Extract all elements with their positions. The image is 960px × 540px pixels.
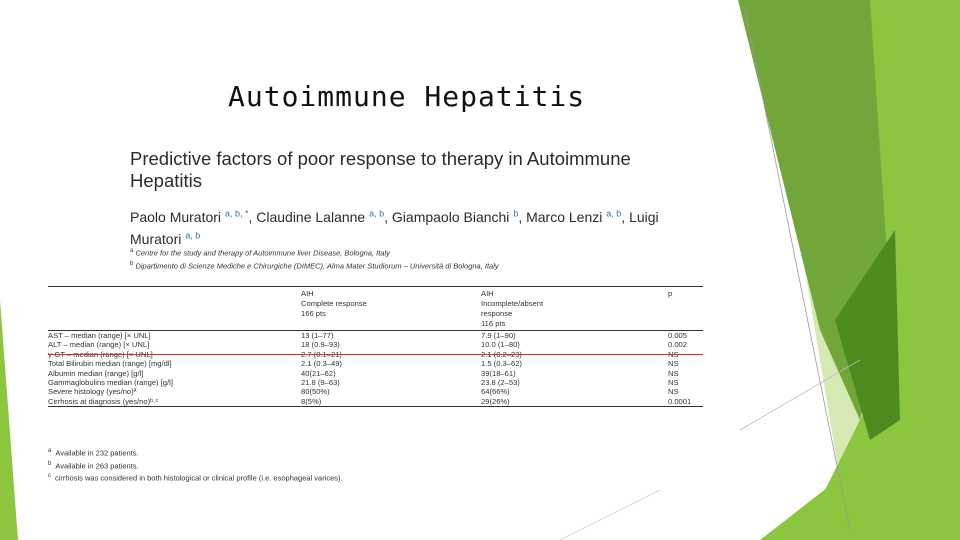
header-cell-label [48, 287, 301, 331]
footnote-item: $^c$ cirrhosis was considered in both histological or clinical profile (i.e. esophageal varices). [48, 473, 343, 483]
cell-p: 0.005 [668, 331, 688, 340]
row-label: ALT – median (range) [× UNL] [48, 340, 150, 350]
row-label: γ-GT – median (range) [× UNL] [48, 349, 153, 359]
affiliation-item: $^b$ Dipartimento di Scienze Mediche e Chirurgiche (DIMEC), Alma Mater Studiorum – Università di Bologna, Italy [130, 260, 499, 270]
author-name: Luigi Muratori [130, 208, 659, 248]
table-row [48, 359, 703, 368]
results-table [48, 286, 703, 407]
row-label: Cirrhosis at diagnosis (yes/no)ᵇ·ᶜ [48, 397, 301, 407]
author-name: Paolo Muratori [130, 208, 222, 225]
author-name: Giampaolo Bianchi [391, 208, 510, 225]
cell-p: 0.0001 [668, 397, 703, 407]
table-footnotes [48, 446, 648, 484]
table-row [48, 378, 703, 387]
row-label: Severe histology (yes/no)ª [48, 387, 137, 397]
table-row [48, 340, 703, 349]
header-cell-complete: AIH Complete response 166 pts [301, 287, 481, 331]
author-2 [256, 209, 392, 225]
cell-incomplete: 29(26%) [481, 397, 668, 407]
cell-complete: 21.8 (9–63) [301, 378, 340, 388]
cell-p: 0.002 [668, 340, 688, 350]
cell-p: NS [668, 349, 679, 359]
author-4 [526, 209, 629, 225]
author-affiliation-mark: b [513, 208, 519, 218]
header-cell-incomplete: AIH Incomplete/absent response 116 pts [481, 287, 668, 331]
author-list [130, 204, 690, 249]
cell-complete: 13 (1–77) [301, 331, 334, 340]
author-separator: , [248, 208, 257, 225]
paper-title: Predictive factors of poor response to therapy in Autoimmune Hepatitis [130, 148, 631, 191]
footnote-item: $^b$ Available in 263 patients. [48, 460, 139, 470]
author-affiliation-mark: a, b [369, 208, 385, 218]
cell-p: NS [668, 378, 679, 388]
slide-title: Autoimmune Hepatitis [228, 80, 586, 113]
author-1 [130, 209, 256, 225]
cell-incomplete: 7.9 (1–90) [481, 331, 516, 340]
header-cell-p: p [668, 287, 703, 331]
row-label: Total Bilirubin median (range) [mg/dl] [48, 359, 172, 369]
theme-shape-left-accent [0, 300, 18, 540]
cell-complete: 8(5%) [301, 397, 481, 407]
cell-complete: 40(21–62) [301, 368, 336, 378]
author-affiliation-mark: a, b [606, 208, 622, 218]
author-name: Marco Lenzi [526, 208, 603, 225]
affiliation-item: $^a$ Centre for the study and therapy of Autoimmune liver Disease, Bologna, Italy [130, 248, 390, 258]
theme-hairline-2 [560, 490, 660, 540]
cell-incomplete: 2.1 (0.2–23) [481, 349, 522, 359]
author-affiliation-mark: a, b, * [224, 208, 249, 218]
cell-complete: 2.7 (0.1–21) [301, 349, 342, 359]
author-separator: , [384, 208, 392, 225]
table-row [48, 369, 703, 378]
table-row [48, 387, 703, 396]
footnote-item: $^a$ Available in 232 patients. [48, 448, 139, 458]
author-3 [392, 209, 526, 225]
cell-incomplete: 10.0 (1–80) [481, 340, 520, 350]
author-separator: , [621, 208, 630, 225]
results-table-container [48, 286, 703, 407]
affiliations [130, 246, 700, 271]
cell-complete: 2.1 (0.3–49) [301, 359, 342, 369]
author-name: Claudine Lalanne [256, 208, 366, 225]
cell-complete: 18 (0.9–93) [301, 340, 340, 350]
highlight-underline [48, 354, 703, 355]
table-header-row [48, 287, 703, 331]
row-label: Albumin median (range) [g/l] [48, 368, 144, 378]
cell-complete: 80(50%) [301, 387, 330, 397]
row-label: Gammaglobulins median (range) [g/l] [48, 378, 173, 388]
author-separator: , [518, 208, 527, 225]
table-row [48, 331, 703, 341]
cell-incomplete: 39(18–61) [481, 368, 516, 378]
cell-incomplete: 1.5 (0.3–62) [481, 359, 522, 369]
cell-p: NS [668, 359, 679, 369]
author-affiliation-mark: a, b [185, 230, 201, 241]
cell-incomplete: 64(66%) [481, 387, 510, 397]
cell-p: NS [668, 387, 679, 397]
cell-p: NS [668, 368, 679, 378]
cell-incomplete: 23.8 (2–53) [481, 378, 520, 388]
row-label: AST – median (range) [× UNL] [48, 331, 151, 340]
table-row [48, 397, 703, 407]
